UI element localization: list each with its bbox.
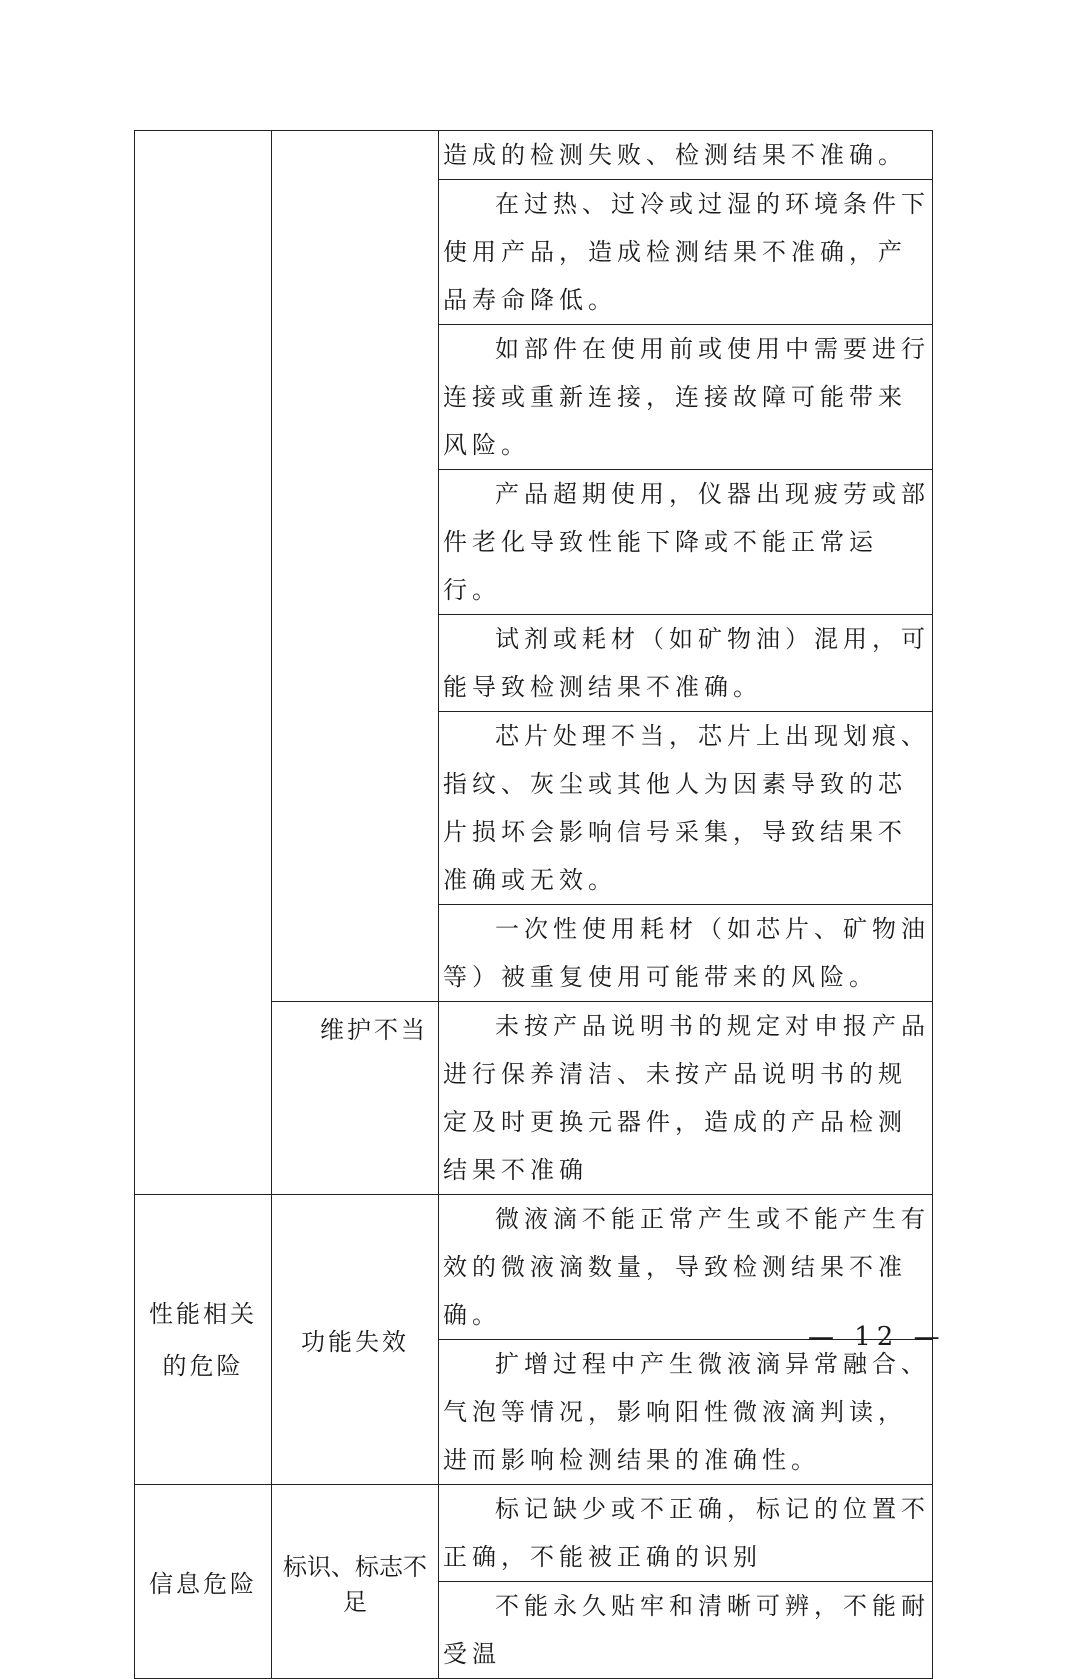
description-cell [439, 712, 933, 905]
table-row [135, 1195, 933, 1340]
description-cell [439, 325, 933, 470]
subcategory-cell [272, 1485, 439, 1679]
information-risk-text: 标记缺少或不正确，标记的位置不正确，不能被正确的识别 [443, 1495, 930, 1571]
description-cell [439, 1582, 933, 1679]
category-cell-blank [135, 131, 272, 1195]
category-cell [135, 1195, 272, 1485]
description-cell [439, 180, 933, 325]
description-cell [439, 1195, 933, 1340]
usage-risk-text: 如部件在使用前或使用中需要进行连接或重新连接，连接故障可能带来风险。 [443, 335, 930, 459]
subcategory-cell-blank [272, 131, 439, 1002]
risk-table [134, 130, 933, 1679]
category-information: 信息危险 [149, 1570, 257, 1598]
performance-risk-text: 微液滴不能正常产生或不能产生有效的微液滴数量，导致检测结果不准确。 [443, 1205, 930, 1329]
performance-risk-text: 扩增过程中产生微液滴异常融合、气泡等情况，影响阳性微液滴判读，进而影响检测结果的准确性。 [443, 1350, 930, 1474]
usage-risk-text: 在过热、过冷或过湿的环境条件下使用产品，造成检测结果不准确，产品寿命降低。 [443, 190, 930, 314]
description-cell [439, 1340, 933, 1485]
continuation-text: 造成的检测失败、检测结果不准确。 [443, 141, 907, 169]
category-performance: 性能相关的危险 [149, 1299, 257, 1380]
usage-risk-text: 一次性使用耗材（如芯片、矿物油等）被重复使用可能带来的风险。 [443, 915, 930, 991]
page-number: — 12 — [808, 1322, 946, 1352]
usage-risk-text: 试剂或耗材（如矿物油）混用，可能导致检测结果不准确。 [443, 625, 930, 701]
usage-risk-text: 芯片处理不当，芯片上出现划痕、指纹、灰尘或其他人为因素导致的芯片损坏会影响信号采集，导致结果不准确或无效。 [443, 722, 930, 894]
subcategory-maintenance: 维护不当 [320, 1016, 428, 1044]
usage-risk-text: 产品超期使用，仪器出现疲劳或部件老化导致性能下降或不能正常运行。 [443, 480, 930, 604]
table-row [135, 1485, 933, 1582]
description-cell [439, 1002, 933, 1195]
description-cell [439, 131, 933, 180]
information-risk-text: 不能永久贴牢和清晰可辨，不能耐受温 [443, 1592, 930, 1668]
subcategory-cell [272, 1002, 439, 1195]
subcategory-labeling: 标识、标志不足 [283, 1552, 427, 1616]
description-cell [439, 905, 933, 1002]
description-cell [439, 615, 933, 712]
maintenance-risk-text: 未按产品说明书的规定对申报产品进行保养清洁、未按产品说明书的规定及时更换元器件，造成的产品检测结果不准确 [443, 1012, 930, 1184]
subcategory-function-failure: 功能失效 [301, 1328, 409, 1356]
subcategory-cell [272, 1195, 439, 1485]
table-row [135, 131, 933, 180]
description-cell [439, 470, 933, 615]
category-cell [135, 1485, 272, 1679]
description-cell [439, 1485, 933, 1582]
